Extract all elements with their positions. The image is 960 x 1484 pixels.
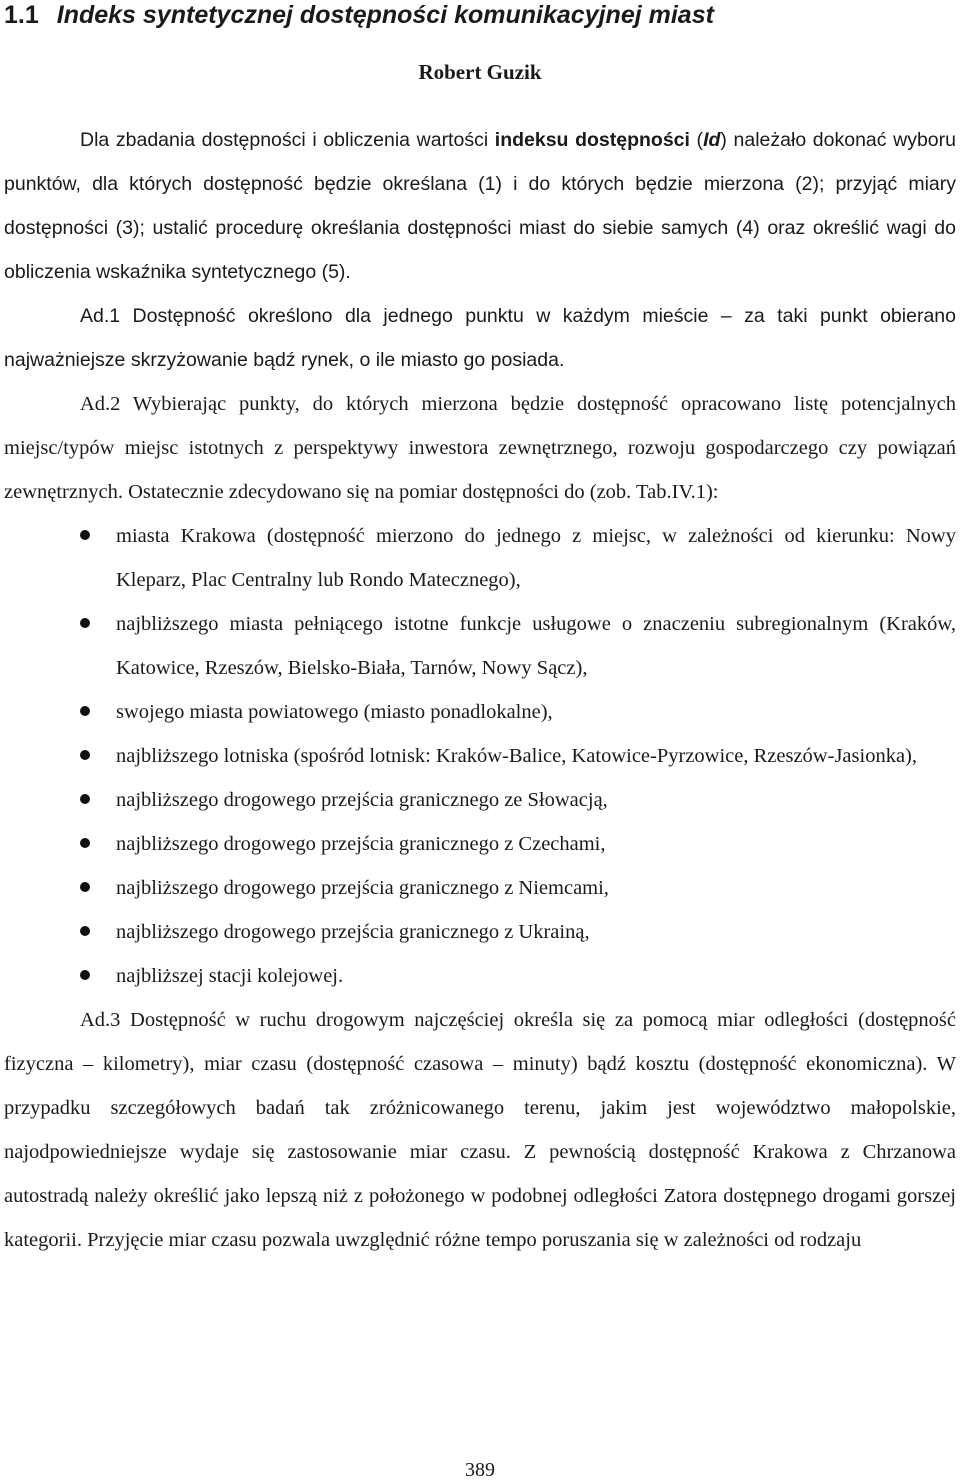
list-item [4, 866, 956, 910]
list-item-text: najbliższego drogowego przejścia granicznego ze Słowacją, [116, 789, 608, 811]
ad1-paragraph [4, 294, 956, 382]
section-title: Indeks syntetycznej dostępności komunikacyjnej miast [56, 1, 714, 29]
list-item [4, 778, 956, 822]
ad2-label: Ad.2 [80, 393, 121, 415]
intro-text-end: należało dokonać wyboru punktów, dla których dostępność będzie określana (1) i do których będzie mierzona (2); przyjąć miary dostępności (3); ustalić procedurę określania dostępności miast do siebie samych (4) oraz określić wagi do obliczenia wskaźnika syntetycznego (5). [4, 129, 956, 283]
ad3-text: Dostępność w ruchu drogowym najczęściej określa się za pomocą miar odległości (dostępność fizyczna – kilometry), miar czasu (dostępność czasowa – minuty) bądź kosztu (dostępność ekonomiczna). W przypadku szczegółowych badań tak zróżnicowanego terenu, jakim jest województwo małopolskie, najodpowiedniejsze wydaje się zastosowanie miar czasu. Z pewnością dostępność Krakowa z Chrzanowa autostradą należy określić jako lepszą niż z położonego w podobnej odległości Zatora dostępnego drogami gorszej kategorii. Przyjęcie miar czasu pozwala uwzględnić różne tempo poruszania się w zależności od rodzaju [4, 1009, 956, 1251]
list-item-text: miasta Krakowa (dostępność mierzono do jednego z miejsc, w zależności od kierunku: Nowy Kleparz, Plac Centralny lub Rondo Matecznego), [116, 525, 956, 591]
list-item [4, 954, 956, 998]
list-item-text: najbliższego miasta pełniącego istotne funkcje usługowe o znaczeniu subregionalnym (Kraków, Katowice, Rzeszów, Bielsko-Biała, Tarnów, Nowy Sącz), [116, 613, 956, 679]
page-number: 389 [465, 1459, 495, 1481]
ad2-paragraph [4, 382, 956, 514]
list-item [4, 514, 956, 602]
list-item-text: najbliższego drogowego przejścia granicznego z Ukrainą, [116, 921, 590, 943]
list-item-text: swojego miasta powiatowego (miasto ponadlokalne), [116, 701, 553, 723]
intro-symbol: Id [703, 129, 721, 151]
intro-text-start: Dla zbadania dostępności i obliczenia wartości [80, 129, 495, 151]
list-item [4, 734, 956, 778]
author-name: Robert Guzik [418, 60, 542, 84]
ad3-label: Ad.3 [80, 1009, 121, 1031]
bullet-icon [80, 926, 90, 936]
list-item [4, 910, 956, 954]
ad2-text: Wybierając punkty, do których mierzona będzie dostępność opracowano listę potencjalnych miejsc/typów miejsc istotnych z perspektywy inwestora zewnętrznego, rozwoju gospodarczego czy powiązań zewnętrznych. Ostatecznie zdecydowano się na pomiar dostępności do (zob. Tab.IV.1): [4, 393, 956, 503]
ad1-label: Ad.1 [80, 305, 121, 327]
intro-paren-open: ( [689, 129, 704, 151]
document-body [4, 118, 956, 1262]
bullet-icon [80, 838, 90, 848]
list-item [4, 822, 956, 866]
section-heading [4, 0, 956, 30]
ad1-text: Dostępność określono dla jednego punktu w każdym mieście – za taki punkt obierano najważniejsze skrzyżowanie bądź rynek, o ile miasto go posiada. [4, 305, 956, 371]
list-item-text: najbliższego drogowego przejścia granicznego z Niemcami, [116, 877, 609, 899]
bullet-icon [80, 882, 90, 892]
list-item-text: najbliższego lotniska (spośród lotnisk: Kraków-Balice, Katowice-Pyrzowice, Rzeszów-Jasionka), [116, 745, 917, 767]
bullet-icon [80, 530, 90, 540]
list-item [4, 602, 956, 690]
list-item-text: najbliższej stacji kolejowej. [116, 965, 344, 987]
list-item-text: najbliższego drogowego przejścia granicznego z Czechami, [116, 833, 606, 855]
bullet-icon [80, 970, 90, 980]
bullet-icon [80, 750, 90, 760]
intro-bold-term: indeksu dostępności [494, 129, 690, 151]
destination-list [4, 514, 956, 998]
intro-paren-close: ) [720, 129, 727, 151]
bullet-icon [80, 706, 90, 716]
bullet-icon [80, 794, 90, 804]
bullet-icon [80, 618, 90, 628]
intro-paragraph [4, 118, 956, 294]
section-number: 1.1 [4, 1, 39, 29]
list-item [4, 690, 956, 734]
ad3-paragraph [4, 998, 956, 1262]
